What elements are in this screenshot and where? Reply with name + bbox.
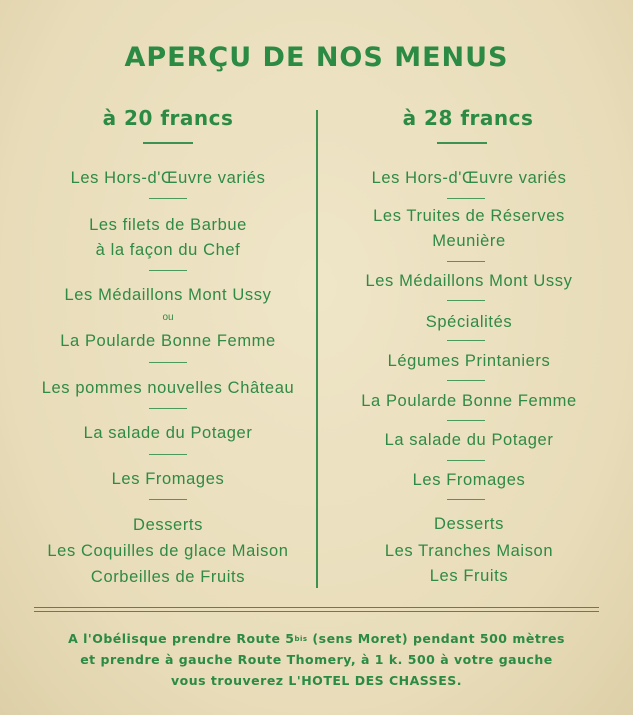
- footer-line-2: et prendre à gauche Route Thomery, à 1 k. 500 à votre gauche: [80, 652, 553, 667]
- separator: [447, 300, 485, 301]
- right-column-heading: à 28 francs: [402, 106, 534, 130]
- menu-item-or: ou: [162, 312, 174, 323]
- menu-item: La Poularde Bonne Femme: [361, 392, 577, 410]
- footer-line-1-end: (sens Moret) pendant 500 mètres: [307, 631, 565, 646]
- separator: [447, 460, 485, 461]
- menu-item: Les Fromages: [111, 470, 225, 488]
- left-heading-rule: [143, 142, 193, 144]
- menu-item: Les Médaillons Mont Ussy: [365, 272, 573, 290]
- menu-item: Les Tranches Maison: [384, 542, 554, 560]
- menu-item: La salade du Potager: [83, 424, 253, 442]
- separator: [149, 362, 187, 363]
- menu-item: Desserts: [434, 515, 504, 533]
- separator: [447, 499, 485, 500]
- menu-item: Desserts: [133, 516, 203, 534]
- separator: [149, 270, 187, 271]
- menu-item: Légumes Printaniers: [387, 352, 551, 370]
- footer-line-1: [20, 629, 613, 649]
- menu-item: Meunière: [432, 232, 506, 250]
- column-divider: [316, 110, 318, 588]
- menu-item: La salade du Potager: [384, 431, 554, 449]
- separator: [149, 408, 187, 409]
- separator: [447, 340, 485, 341]
- menu-item: Les filets de Barbue: [89, 216, 247, 234]
- menu-item: Les Fruits: [429, 567, 509, 585]
- menu-item: Les pommes nouvelles Château: [41, 379, 295, 397]
- menu-item: Les Truites de Réserves: [373, 207, 565, 225]
- menu-item: Spécialités: [425, 313, 513, 331]
- separator: [447, 261, 485, 262]
- menu-item: La Poularde Bonne Femme: [60, 332, 276, 350]
- separator: [149, 454, 187, 455]
- footer-line-3: vous trouverez L'HOTEL DES CHASSES.: [170, 673, 463, 688]
- footer-line-1-sup: bis: [294, 635, 308, 643]
- separator: [447, 380, 485, 381]
- menu-item: Les Fromages: [412, 471, 526, 489]
- footer-rule-top: [34, 607, 599, 608]
- menu-item: Les Médaillons Mont Ussy: [64, 286, 272, 304]
- page-title: APERÇU DE NOS MENUS: [124, 42, 509, 73]
- footer-line-1-start: A l'Obélisque prendre Route 5: [68, 631, 295, 646]
- separator: [447, 198, 485, 199]
- menu-item: Corbeilles de Fruits: [90, 568, 246, 586]
- right-heading-rule: [437, 142, 487, 144]
- separator: [149, 198, 187, 199]
- left-column-heading: à 20 francs: [102, 106, 234, 130]
- menu-item: à la façon du Chef: [95, 241, 241, 259]
- separator: [149, 499, 187, 500]
- separator: [447, 420, 485, 421]
- menu-item: Les Hors-d'Œuvre variés: [371, 169, 567, 187]
- footer-rule-bottom: [34, 611, 599, 612]
- menu-item: Les Hors-d'Œuvre variés: [70, 169, 266, 187]
- menu-item: Les Coquilles de glace Maison: [47, 542, 289, 560]
